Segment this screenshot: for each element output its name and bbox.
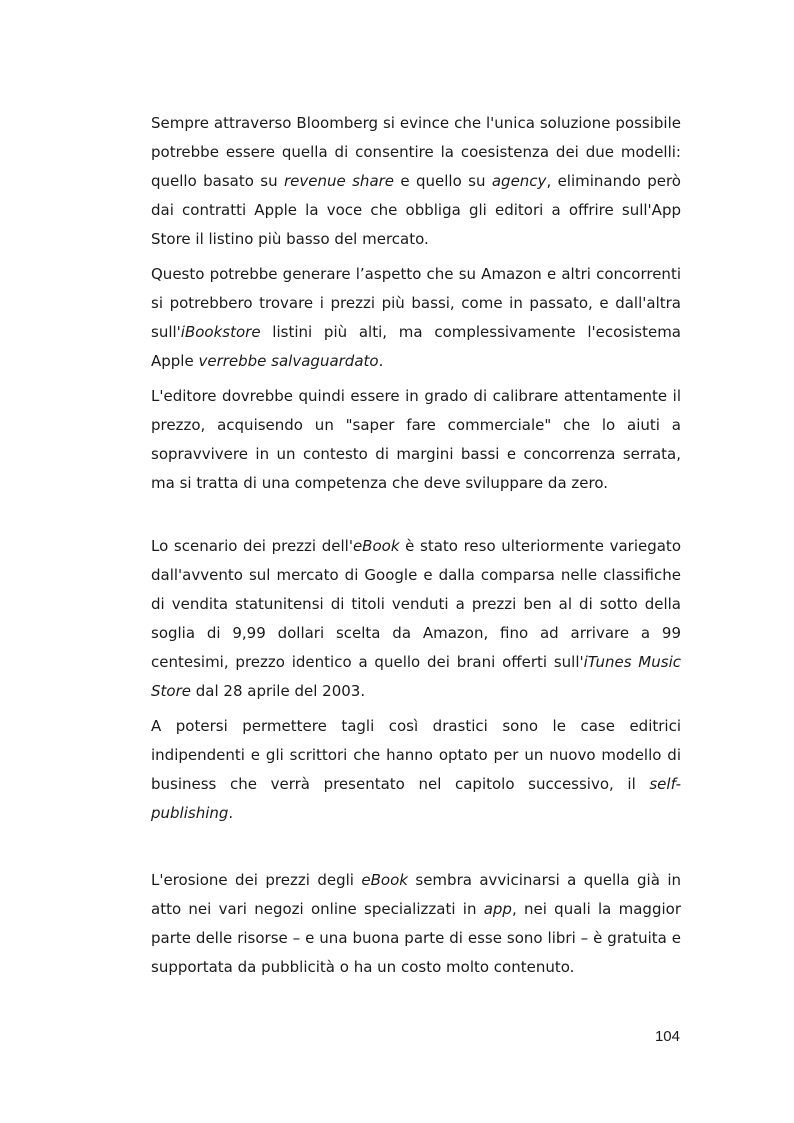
paragraph xyxy=(151,260,681,376)
text-run: è stato reso ulteriormente variegato dall'avvento sul mercato di Google e dalla comparsa nelle classifiche di vendita statunitensi di titoli venduti a prezzi ben al di sotto della soglia di 9,99 dollari scelta da Amazon, fino ad arrivare a 99 centesimi, prezzo identico a quello dei brani offerti sull' xyxy=(151,537,681,671)
italic-text: self-publishing xyxy=(151,775,681,822)
text-run: dal 28 aprile del 2003. xyxy=(190,682,366,700)
paragraph xyxy=(151,109,681,254)
paragraph xyxy=(151,532,681,706)
text-run: sembra avvicinarsi a quella già in atto nei vari negozi online specializzati in xyxy=(151,871,681,918)
italic-text: revenue share xyxy=(284,172,395,190)
text-run: , nei quali la maggior parte delle risorse – e una buona parte di esse sono libri – è gratuita e supportata da pubblicità o ha un costo molto contenuto. xyxy=(151,900,681,976)
text-run: , eliminando però dai contratti Apple la voce che obbliga gli editori a offrire sull'App Store il listino più basso del mercato. xyxy=(151,172,681,248)
text-run: . xyxy=(378,352,384,370)
paragraph xyxy=(151,382,681,498)
page-number: 104 xyxy=(654,1028,680,1045)
italic-text: eBook xyxy=(352,537,400,555)
paragraph xyxy=(151,712,681,828)
italic-text: iBookstore xyxy=(180,323,261,341)
text-run: A potersi permettere tagli così drastici sono le case editrici indipendenti e gli scrittori che hanno optato per un nuovo modello di business che verrà presentato nel capitolo successivo, il xyxy=(151,717,681,793)
italic-text: agency xyxy=(491,172,547,190)
body-text xyxy=(151,109,681,988)
italic-text: verrebbe salvaguardato xyxy=(198,352,379,370)
text-run: L'editore dovrebbe quindi essere in grado di calibrare attentamente il prezzo, acquisendo un "saper fare commerciale" che lo aiuti a sopravvivere in un contesto di margini bassi e concorrenza serrata, ma si tratta di una competenza che deve sviluppare da zero. xyxy=(151,387,681,492)
italic-text: app xyxy=(483,900,512,918)
text-run: Questo potrebbe generare l’aspetto che su Amazon e altri concorrenti si potrebbero trovare i prezzi più bassi, come in passato, e dall'altra sull' xyxy=(151,265,681,341)
text-run: . xyxy=(228,804,234,822)
italic-text: eBook xyxy=(361,871,408,889)
text-run: e quello su xyxy=(394,172,492,190)
text-run: Sempre attraverso Bloomberg si evince che l'unica soluzione possibile potrebbe essere quella di consentire la coesistenza dei due modelli: quello basato su xyxy=(151,114,681,190)
italic-text: iTunes Music Store xyxy=(151,653,681,700)
paragraph xyxy=(151,866,681,982)
text-run: L'erosione dei prezzi degli xyxy=(151,871,362,889)
text-run: listini più alti, ma complessivamente l'ecosistema Apple xyxy=(151,323,681,370)
text-run: Lo scenario dei prezzi dell' xyxy=(151,537,353,555)
